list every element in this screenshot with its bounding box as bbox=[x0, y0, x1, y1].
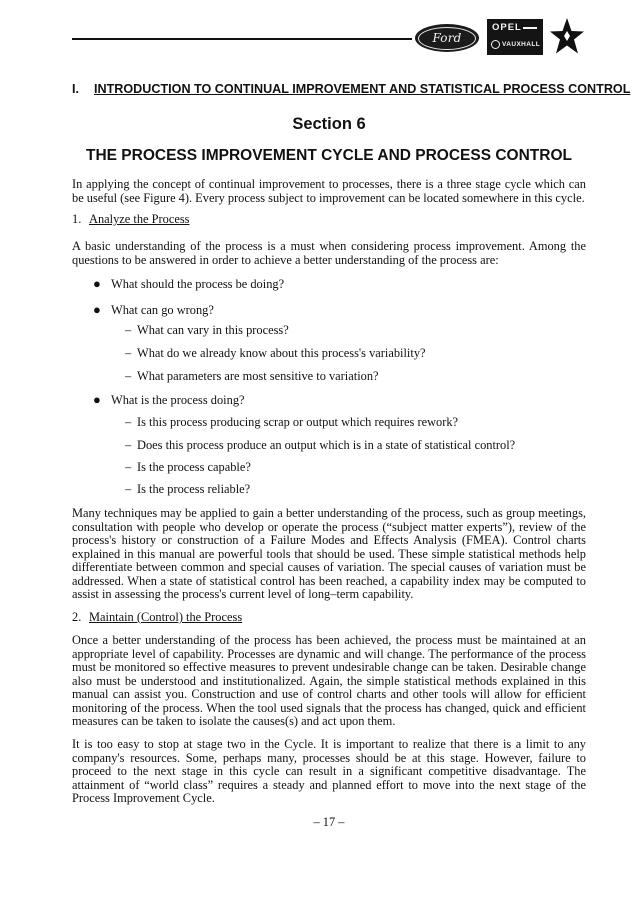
sub-item bbox=[125, 323, 289, 337]
ford-logo-text: Ford bbox=[418, 27, 476, 50]
step2-title: Maintain (Control) the Process bbox=[89, 610, 243, 624]
header-rule bbox=[72, 38, 412, 40]
sub-item-text: Is the process capable? bbox=[137, 460, 251, 474]
section-label: Section 6 bbox=[292, 115, 366, 133]
dash-marker: – bbox=[125, 323, 132, 337]
bullet-text: What can go wrong? bbox=[111, 303, 214, 317]
dash-marker: – bbox=[125, 482, 132, 496]
sub-item bbox=[125, 415, 458, 429]
opel-wing-mark bbox=[523, 27, 537, 29]
vauxhall-griffin-icon bbox=[491, 40, 500, 49]
bullet-dot: ● bbox=[93, 302, 101, 317]
sub-item bbox=[125, 482, 250, 496]
sub-item bbox=[125, 438, 515, 452]
dash-marker: – bbox=[125, 369, 132, 383]
sub-item-text: Does this process produce an output which is in a state of statistical control? bbox=[137, 438, 516, 452]
vauxhall-row bbox=[491, 40, 540, 49]
bullet-dot: ● bbox=[93, 392, 101, 407]
bullet-item bbox=[93, 393, 245, 407]
step1-intro: A basic understanding of the process is a must when considering process improvement. Among the questions to be answered in order to achieve a better understanding of the process are: bbox=[72, 239, 586, 267]
step1-number: 1. bbox=[72, 212, 82, 226]
step2-heading bbox=[72, 610, 242, 624]
sub-item bbox=[125, 460, 251, 474]
dash-marker: – bbox=[125, 415, 132, 429]
techniques-paragraph: Many techniques may be applied to gain a better understanding of the process, such as group meetings, consultation with people who develop or operate the process (“subject matter experts”), review of the process's history or construction of a Failure Modes and Effects Analysis (FMEA). Control charts explained in this manual are powerful tools that should be used. These simple statistical methods help differentiate between common and special causes of variation. The special causes of variation must be addressed. When a state of statistical control has been reached, a capability index may be computed to assist in assessing the process's current level of long–term capability. bbox=[72, 506, 586, 601]
dash-marker: – bbox=[125, 438, 132, 452]
vauxhall-logo-text: VAUXHALL bbox=[502, 41, 541, 48]
intro-heading-number: I. bbox=[72, 82, 79, 96]
bullet-text: What should the process be doing? bbox=[111, 277, 285, 291]
sub-item bbox=[125, 369, 379, 383]
dash-marker: – bbox=[125, 460, 132, 474]
page-number: – 17 – bbox=[313, 815, 345, 829]
sub-item-text: What parameters are most sensitive to variation? bbox=[137, 369, 379, 383]
sub-item-text: What do we already know about this process's variability? bbox=[137, 346, 426, 360]
bullet-dot: ● bbox=[93, 276, 101, 291]
opel-vauxhall-logo bbox=[487, 19, 543, 55]
sub-item-text: Is the process reliable? bbox=[137, 482, 251, 496]
ford-logo bbox=[415, 24, 479, 52]
step1-title: Analyze the Process bbox=[89, 212, 190, 226]
page-title: THE PROCESS IMPROVEMENT CYCLE AND PROCESS CONTROL bbox=[86, 147, 572, 164]
step2-number: 2. bbox=[72, 610, 82, 624]
bullet-text: What is the process doing? bbox=[111, 393, 245, 407]
opel-logo-text: OPEL bbox=[492, 22, 522, 33]
step1-heading bbox=[72, 212, 189, 226]
intro-heading bbox=[72, 82, 631, 96]
pentastar-icon bbox=[549, 17, 585, 57]
sub-item-text: What can vary in this process? bbox=[137, 323, 289, 337]
bullet-item bbox=[93, 277, 284, 291]
sub-item-text: Is this process producing scrap or output which requires rework? bbox=[137, 415, 459, 429]
dash-marker: – bbox=[125, 346, 132, 360]
bullet-item bbox=[93, 303, 214, 317]
closing-paragraph: It is too easy to stop at stage two in the Cycle. It is important to realize that there is a limit to any company's resources. Some, perhaps many, processes should be at this stage. However, failure to proceed to the next stage in this cycle can result in a significant competitive disadvantage. The attainment of “world class” requires a steady and planned effort to move into the next stage of the Process Improvement Cycle. bbox=[72, 737, 586, 805]
intro-paragraph: In applying the concept of continual improvement to processes, there is a three stage cycle which can be useful (see Figure 4). Every process subject to improvement can be located somewhere in this cycle. bbox=[72, 177, 586, 205]
sub-item bbox=[125, 346, 426, 360]
intro-heading-title: INTRODUCTION TO CONTINUAL IMPROVEMENT AND STATISTICAL PROCESS CONTROL bbox=[94, 82, 631, 96]
step2-paragraph: Once a better understanding of the process has been achieved, the process must be maintained at an appropriate level of capability. Processes are dynamic and will change. The performance of the process must be monitored so effective measures to prevent undesirable change can be taken. Desirable change also must be understood and institutionalized. Again, the simple statistical methods explained in this manual can assist you. Construction and use of control charts and other tools will allow for efficient monitoring of the process. When the tool used signals that the process has changed, quick and efficient measures can be taken to isolate the causes(s) and act upon them. bbox=[72, 633, 586, 728]
